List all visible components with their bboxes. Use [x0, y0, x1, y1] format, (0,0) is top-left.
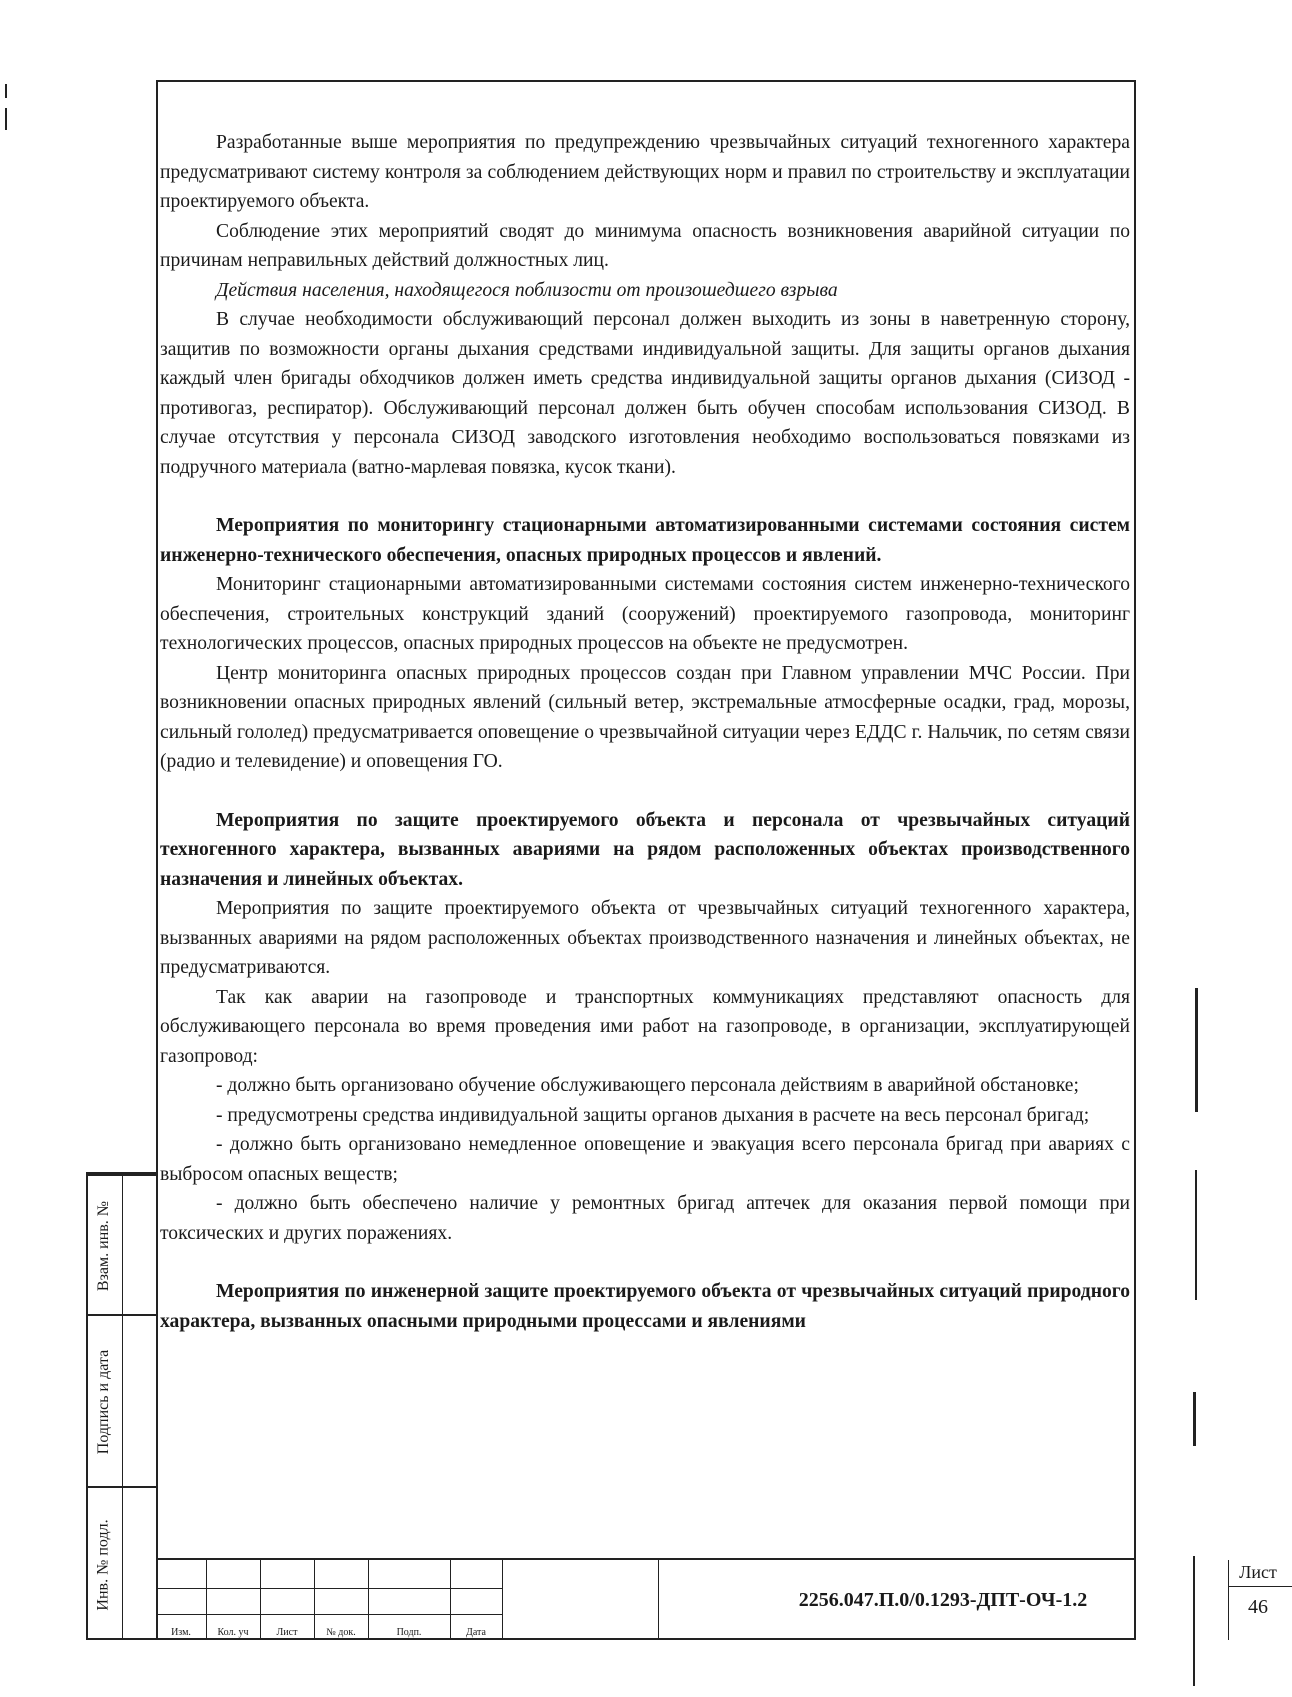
- italic-subheading: Действия населения, находящегося поблизости от произошедшего взрыва: [216, 279, 838, 301]
- list-item: - должно быть организовано немедленное оповещение и эвакуация всего персонала бригад при авариях с выбросом опасных веществ;: [160, 1134, 1130, 1185]
- list-item: - должно быть организовано обучение обслуживающего персонала действиям в аварийной обстановке;: [216, 1075, 1079, 1096]
- scan-mark: [5, 84, 7, 98]
- scan-mark: [1195, 988, 1198, 1112]
- section-heading: Мероприятия по защите проектируемого объекта и персонала от чрезвычайных ситуаций техногенного характера, вызванных авариями на рядом расположенных объектах производственного назначения и линейных объектах.: [160, 809, 1130, 890]
- list-item: - должно быть обеспечено наличие у ремонтных бригад аптечек для оказания первой помощи при токсических и других поражениях.: [160, 1193, 1130, 1244]
- side-label-vzam: Взам. инв. №: [95, 1200, 113, 1292]
- paragraph: Так как аварии на газопроводе и транспортных коммуникациях представляют опасность для обслуживающего персонала во время проведения ими работ на газопроводе, в организации, эксплуатирующей газопровод:: [160, 986, 1130, 1067]
- side-stamp: [86, 1172, 156, 1640]
- scan-mark: [5, 108, 7, 130]
- paragraph: Мероприятия по защите проектируемого объекта от чрезвычайных ситуаций техногенного характера, вызванных авариями на рядом расположенных объектах производственного назначения и линейных объектах, не предусматриваются.: [160, 898, 1130, 978]
- sheet-label: Лист: [1239, 1562, 1277, 1582]
- col-podp: Подп.: [396, 1627, 422, 1638]
- paragraph: Разработанные выше мероприятия по предупреждению чрезвычайных ситуаций техногенного характера предусматривают систему контроля за соблюдением действующих норм и правил по строительству и эксплуатации проектируемого объекта.: [160, 132, 1130, 212]
- col-list: Лист: [276, 1627, 298, 1638]
- side-label-inv: Инв. № подл.: [95, 1519, 113, 1611]
- scan-mark: [1195, 1170, 1197, 1300]
- col-izm: Изм.: [171, 1627, 191, 1638]
- scan-mark: [1193, 1392, 1196, 1446]
- side-cell-vzam: [88, 1174, 156, 1316]
- paragraph: В случае необходимости обслуживающий персонал должен выходить из зоны в наветренную сторону, защитив по возможности органы дыхания средствами индивидуальной защиты. Для защиты органов дыхания каждый член бригады обходчиков должен иметь средства индивидуальной защиты органов дыхания (СИЗОД - противогаз, респиратор). Обслуживающий персонал должен быть обучен способам использования СИЗОД. В случае отсутствия у персонала СИЗОД заводского изготовления необходимо воспользоваться повязками из подручного материала (ватно-марлевая повязка, кусок ткани).: [160, 309, 1130, 478]
- side-cell-inv: [88, 1486, 156, 1642]
- list-item: - предусмотрены средства индивидуальной защиты органов дыхания в расчете на весь персонал бригад;: [216, 1104, 1090, 1126]
- title-block: [156, 1558, 1277, 1640]
- paragraph: Соблюдение этих мероприятий сводят до минимума опасность возникновения аварийной ситуации по причинам неправильных действий должностных лиц.: [160, 220, 1130, 271]
- section-heading: Мероприятия по мониторингу стационарными автоматизированными системами состояния систем инженерно-технического обеспечения, опасных природных процессов и явлений.: [160, 515, 1130, 566]
- document-code: 2256.047.П.0/0.1293-ДПТ-ОЧ-1.2: [798, 1588, 1088, 1611]
- side-label-podpis: Подпись и дата: [95, 1349, 112, 1455]
- col-data: Дата: [466, 1627, 486, 1638]
- col-ndok: № док.: [326, 1627, 356, 1638]
- side-cell-podpis: [88, 1314, 156, 1488]
- section-heading: Мероприятия по инженерной защите проектируемого объекта от чрезвычайных ситуаций природного характера, вызванных опасными природными процессами и явлениями: [160, 1281, 1130, 1332]
- paragraph: Центр мониторинга опасных природных процессов создан при Главном управлении МЧС России. При возникновении опасных природных явлений (сильный ветер, экстремальные атмосферные осадки, град, морозы, сильный гололед) предусматривается оповещение о чрезвычайной ситуации через ЕДДС г. Нальчик, по сетям связи (радио и телевидение) и оповещения ГО.: [160, 662, 1130, 772]
- scan-mark: [1193, 1556, 1195, 1686]
- document-body: [160, 128, 1130, 1336]
- col-kol: Кол. уч: [217, 1627, 249, 1638]
- sheet-number: 46: [1248, 1596, 1268, 1618]
- paragraph: Мониторинг стационарными автоматизированными системами состояния систем инженерно-технического обеспечения, строительных конструкций зданий (сооружений) проектируемого газопровода, мониторинг технологических процессов, опасных природных процессов на объекте не предусмотрен.: [160, 574, 1130, 654]
